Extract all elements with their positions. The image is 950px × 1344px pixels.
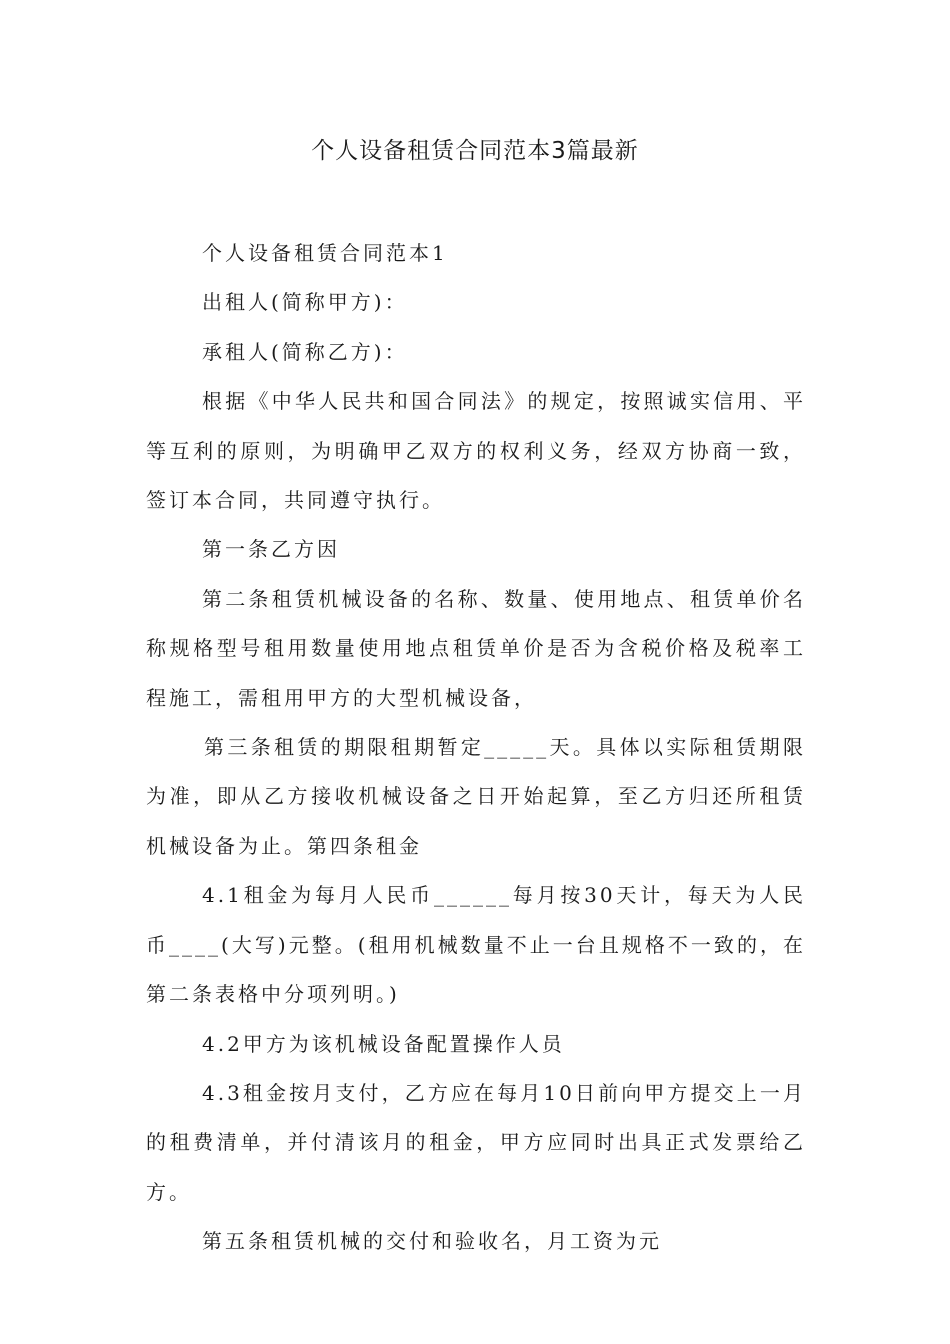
paragraph-lessee: 承租人(简称乙方)： <box>202 339 408 364</box>
paragraph-article-1: 第一条乙方因 <box>202 537 340 562</box>
document-body <box>146 229 806 1267</box>
paragraph-article-3: 第三条租赁的期限租期暂定_____天。具体以实际租赁期限为准，即从乙方接收机械设备之日开始起算，至乙方归还所租赁机械设备为止。第四条租金 <box>146 735 806 858</box>
paragraph-article-2: 第二条租赁机械设备的名称、数量、使用地点、租赁单价名称规格型号租用数量使用地点租赁单价是否为含税价格及税率工程施工，需租用甲方的大型机械设备， <box>146 586 806 710</box>
paragraph-clause-4-2: 4.2甲方为该机械设备配置操作人员 <box>202 1031 565 1056</box>
document-title: 个人设备租赁合同范本3篇最新 <box>311 138 639 164</box>
paragraph-clause-4-3: 4.3租金按月支付，乙方应在每月10日前向甲方提交上一月的租费清单，并付清该月的租金，甲方应同时出具正式发票给乙方。 <box>146 1080 806 1204</box>
paragraph-contract-heading: 个人设备租赁合同范本1 <box>202 241 448 265</box>
paragraph-preamble: 根据《中华人民共和国合同法》的规定，按照诚实信用、平等互利的原则，为明确甲乙双方的权利义务，经双方协商一致，签订本合同，共同遵守执行。 <box>146 389 806 513</box>
paragraph-article-5: 第五条租赁机械的交付和验收名，月工资为元 <box>202 1229 662 1254</box>
paragraph-lessor: 出租人(简称甲方)： <box>202 290 408 315</box>
paragraph-clause-4-1: 4.1租金为每月人民币______每月按30天计，每天为人民币____(大写)元整。(租用机械数量不止一台且规格不一致的，在第二条表格中分项列明。) <box>146 883 806 1007</box>
